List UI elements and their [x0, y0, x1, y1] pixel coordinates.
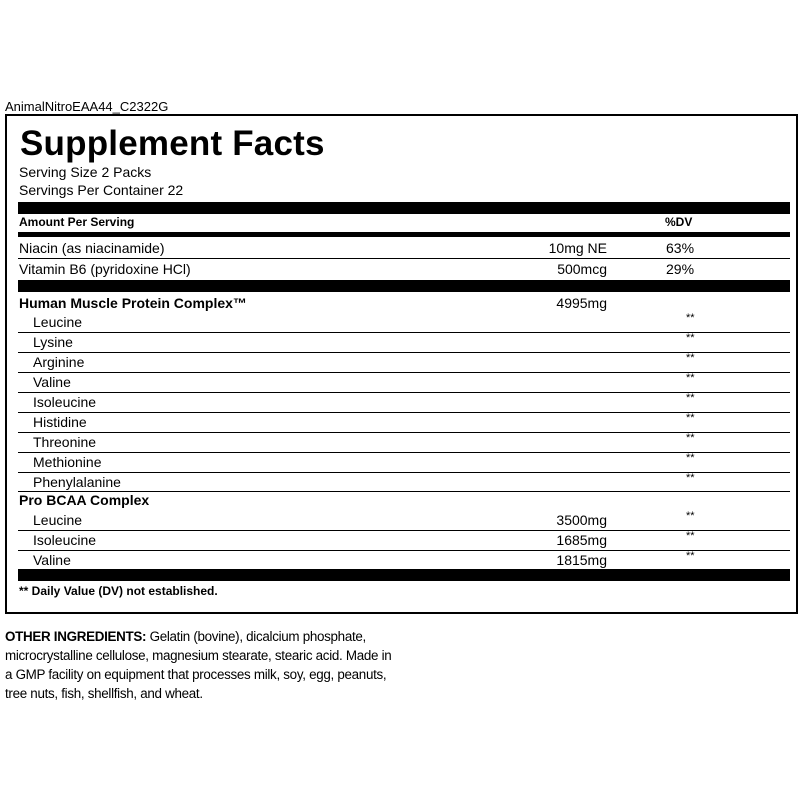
- other-ingredients: [5, 627, 397, 703]
- ingredient-row: [18, 352, 790, 372]
- nutrient-dv: 63%: [666, 240, 695, 256]
- dv-footnote: ** Daily Value (DV) not established.: [19, 584, 218, 598]
- ingredient-name: Isoleucine: [33, 532, 97, 548]
- complex-amount: 4995mg: [556, 295, 607, 311]
- dv-marker: **: [686, 510, 695, 522]
- facts-title: Supplement Facts: [20, 124, 325, 163]
- ingredient-name: Isoleucine: [33, 394, 97, 410]
- ingredient-name: Arginine: [33, 354, 85, 370]
- dv-marker: **: [686, 392, 695, 404]
- dv-marker: **: [686, 550, 695, 562]
- ingredient-row: [18, 372, 790, 392]
- ingredient-row: [18, 332, 790, 352]
- ingredient-row: [18, 550, 790, 570]
- supplement-facts-panel: [5, 114, 798, 614]
- dv-header: %DV: [665, 215, 693, 229]
- ingredient-row: [18, 472, 790, 492]
- ingredient-name: Lysine: [33, 334, 73, 350]
- ingredient-name: Histidine: [33, 414, 87, 430]
- ingredient-name: Threonine: [33, 434, 97, 450]
- dv-marker: **: [686, 332, 695, 344]
- dv-marker: **: [686, 372, 695, 384]
- ingredient-name: Valine: [33, 552, 71, 568]
- facts-inner: [18, 116, 790, 612]
- nutrient-row-niacin: [18, 238, 790, 258]
- ingredient-amount: 1815mg: [556, 552, 607, 568]
- ingredient-row: [18, 530, 790, 550]
- ingredient-name: Valine: [33, 374, 71, 390]
- dv-marker: **: [686, 352, 695, 364]
- ingredient-row: [18, 392, 790, 412]
- thick-rule-top: [18, 202, 790, 214]
- nutrient-dv: 29%: [666, 261, 695, 277]
- other-ingredients-label: OTHER INGREDIENTS:: [5, 629, 147, 644]
- thick-rule-bottom: [18, 569, 790, 581]
- dv-marker: **: [686, 530, 695, 542]
- ingredient-row: [18, 510, 790, 530]
- complex-name: Pro BCAA Complex: [19, 492, 150, 508]
- other-ingredients-text: Gelatin (bovine), dicalcium phosphate, microcrystalline cellulose, magnesium stearate, stearic acid. Made in a GMP facility on equipment that processes milk, soy, egg, peanuts, tree nuts, fish, shellfish, and wheat.: [5, 629, 392, 701]
- nutrient-amount: 10mg NE: [548, 240, 607, 256]
- ingredient-row: [18, 432, 790, 452]
- dv-marker: **: [686, 432, 695, 444]
- ingredient-name: Leucine: [33, 512, 83, 528]
- nutrient-name: Vitamin B6 (pyridoxine HCl): [19, 261, 191, 277]
- dv-marker: **: [686, 452, 695, 464]
- dv-marker: **: [686, 412, 695, 424]
- nutrient-amount: 500mcg: [557, 261, 607, 277]
- ingredient-row: [18, 452, 790, 472]
- servings-per-container: Servings Per Container 22: [19, 182, 184, 198]
- ingredient-row: [18, 412, 790, 432]
- ingredient-amount: 1685mg: [556, 532, 607, 548]
- ingredient-amount: 3500mg: [556, 512, 607, 528]
- medium-rule: [18, 232, 790, 237]
- nutrient-name: Niacin (as niacinamide): [19, 240, 165, 256]
- serving-size: Serving Size 2 Packs: [19, 164, 152, 180]
- thick-rule-middle: [18, 280, 790, 292]
- ingredient-name: Phenylalanine: [33, 474, 121, 490]
- ingredient-name: Methionine: [33, 454, 102, 470]
- dv-marker: **: [686, 472, 695, 484]
- nutrient-row-vitamin-b6: [18, 259, 790, 279]
- complex-header-pro-bcaa: [18, 490, 790, 510]
- file-id: AnimalNitroEAA44_C2322G: [5, 99, 169, 114]
- ingredient-row: [18, 312, 790, 332]
- amount-per-serving-header: Amount Per Serving: [19, 215, 135, 229]
- dv-marker: **: [686, 312, 695, 324]
- ingredient-name: Leucine: [33, 314, 83, 330]
- complex-name: Human Muscle Protein Complex™: [19, 295, 247, 311]
- complex-header-human-muscle: [18, 293, 790, 313]
